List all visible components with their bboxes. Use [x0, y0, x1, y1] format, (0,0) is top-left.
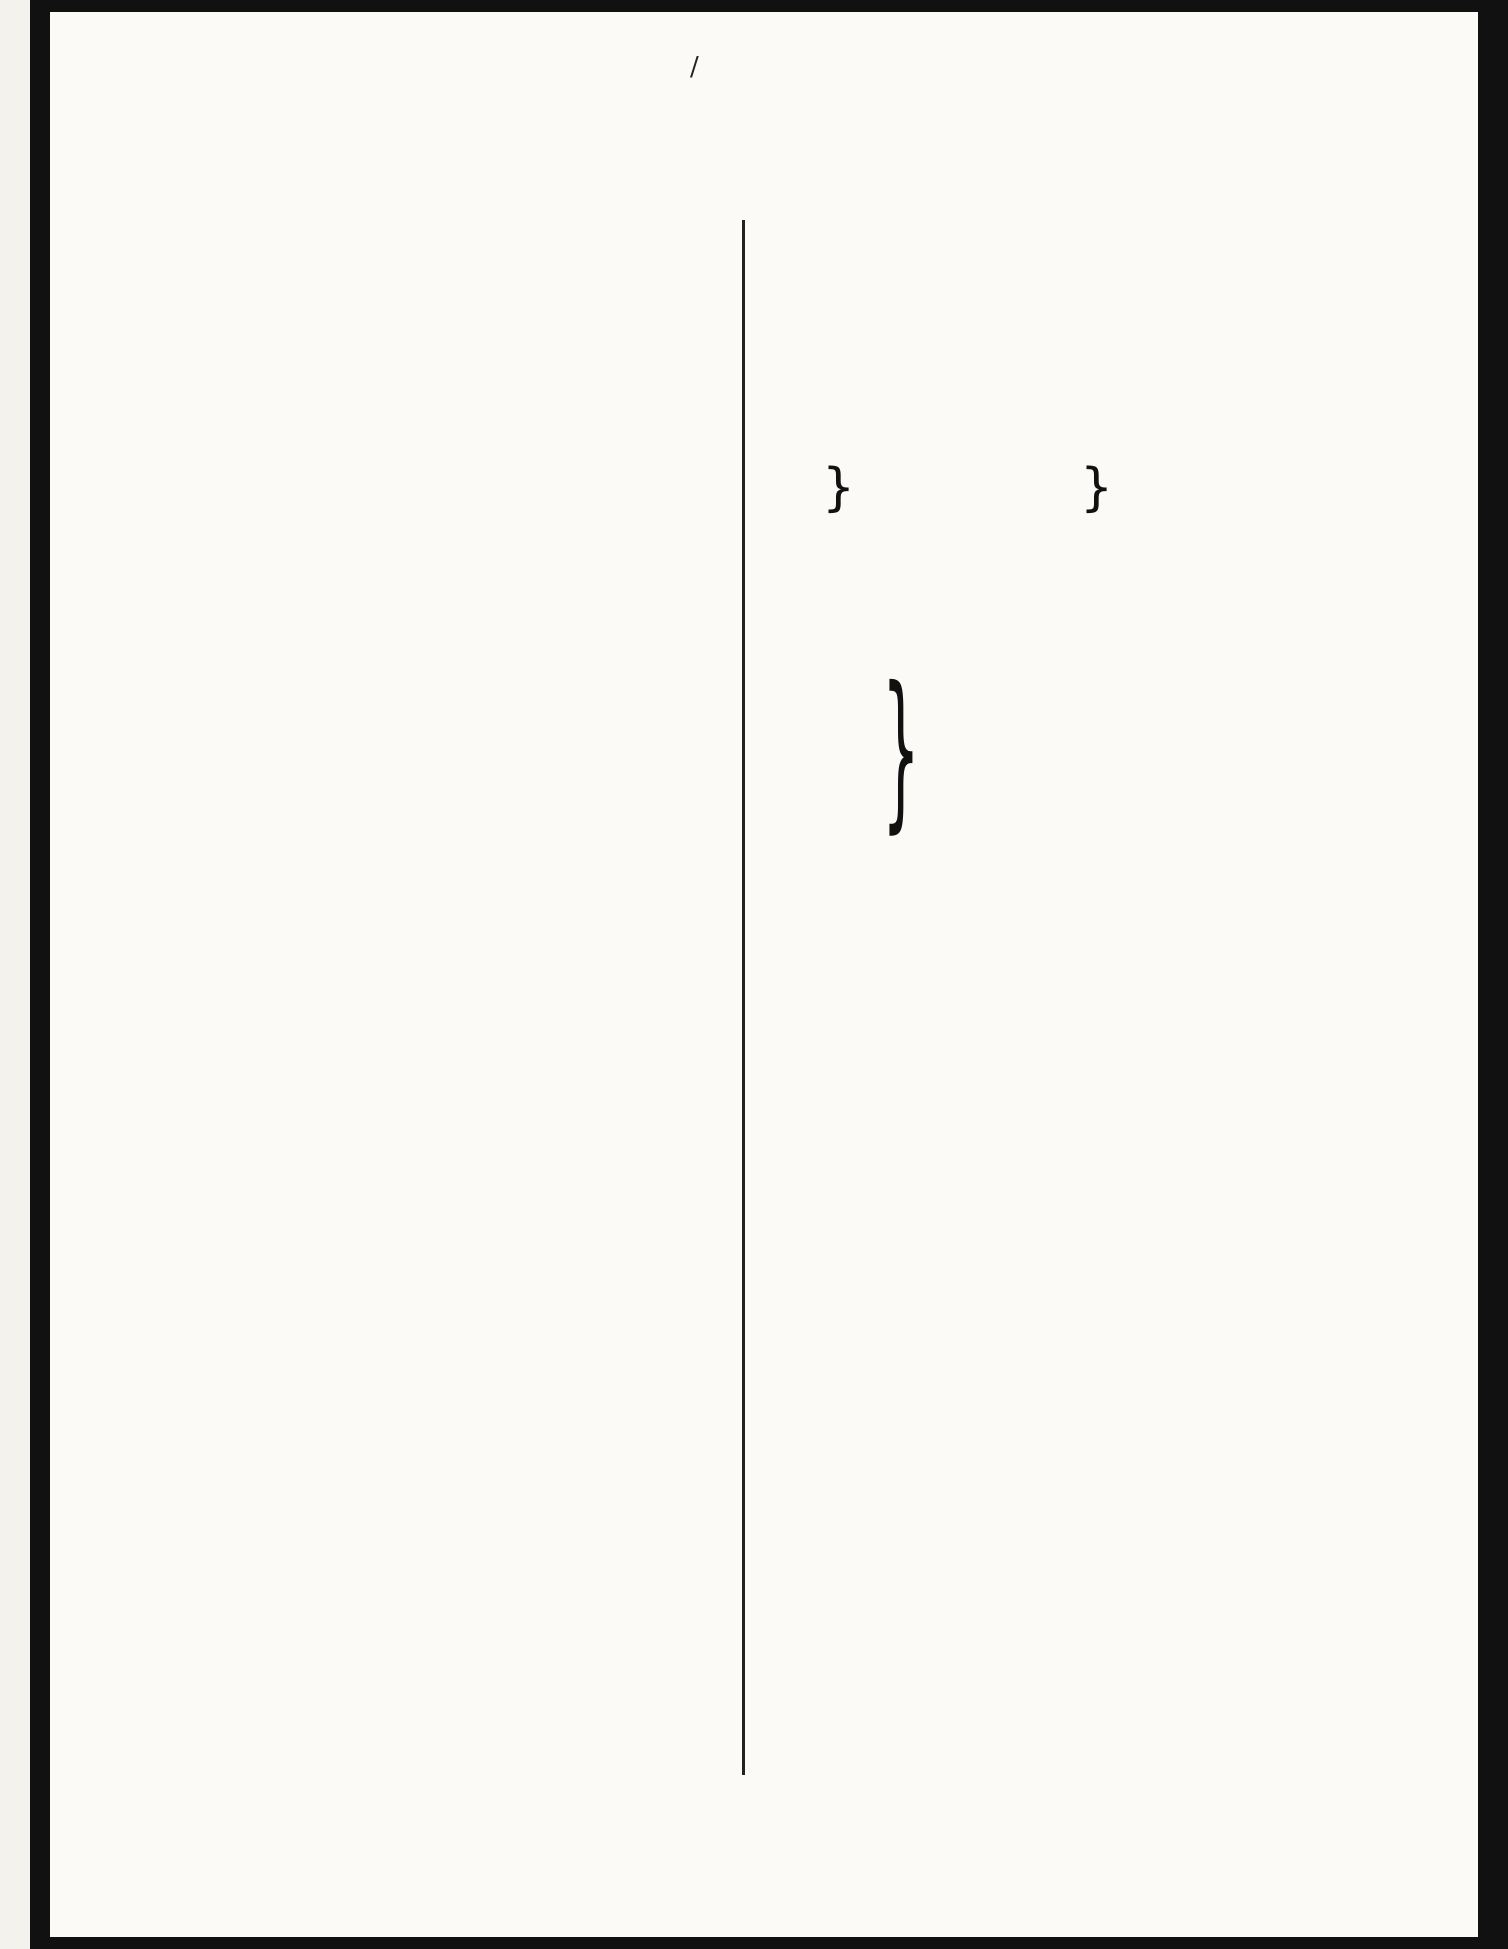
brace-icon: }	[882, 651, 920, 849]
brace-icon: }	[1080, 458, 1114, 518]
pencil-mark: /	[690, 52, 699, 82]
brace-icon: }	[822, 458, 856, 518]
column-divider	[742, 220, 745, 1775]
dictionary-page	[50, 12, 1478, 1937]
adjacent-page-edge	[0, 0, 30, 1949]
